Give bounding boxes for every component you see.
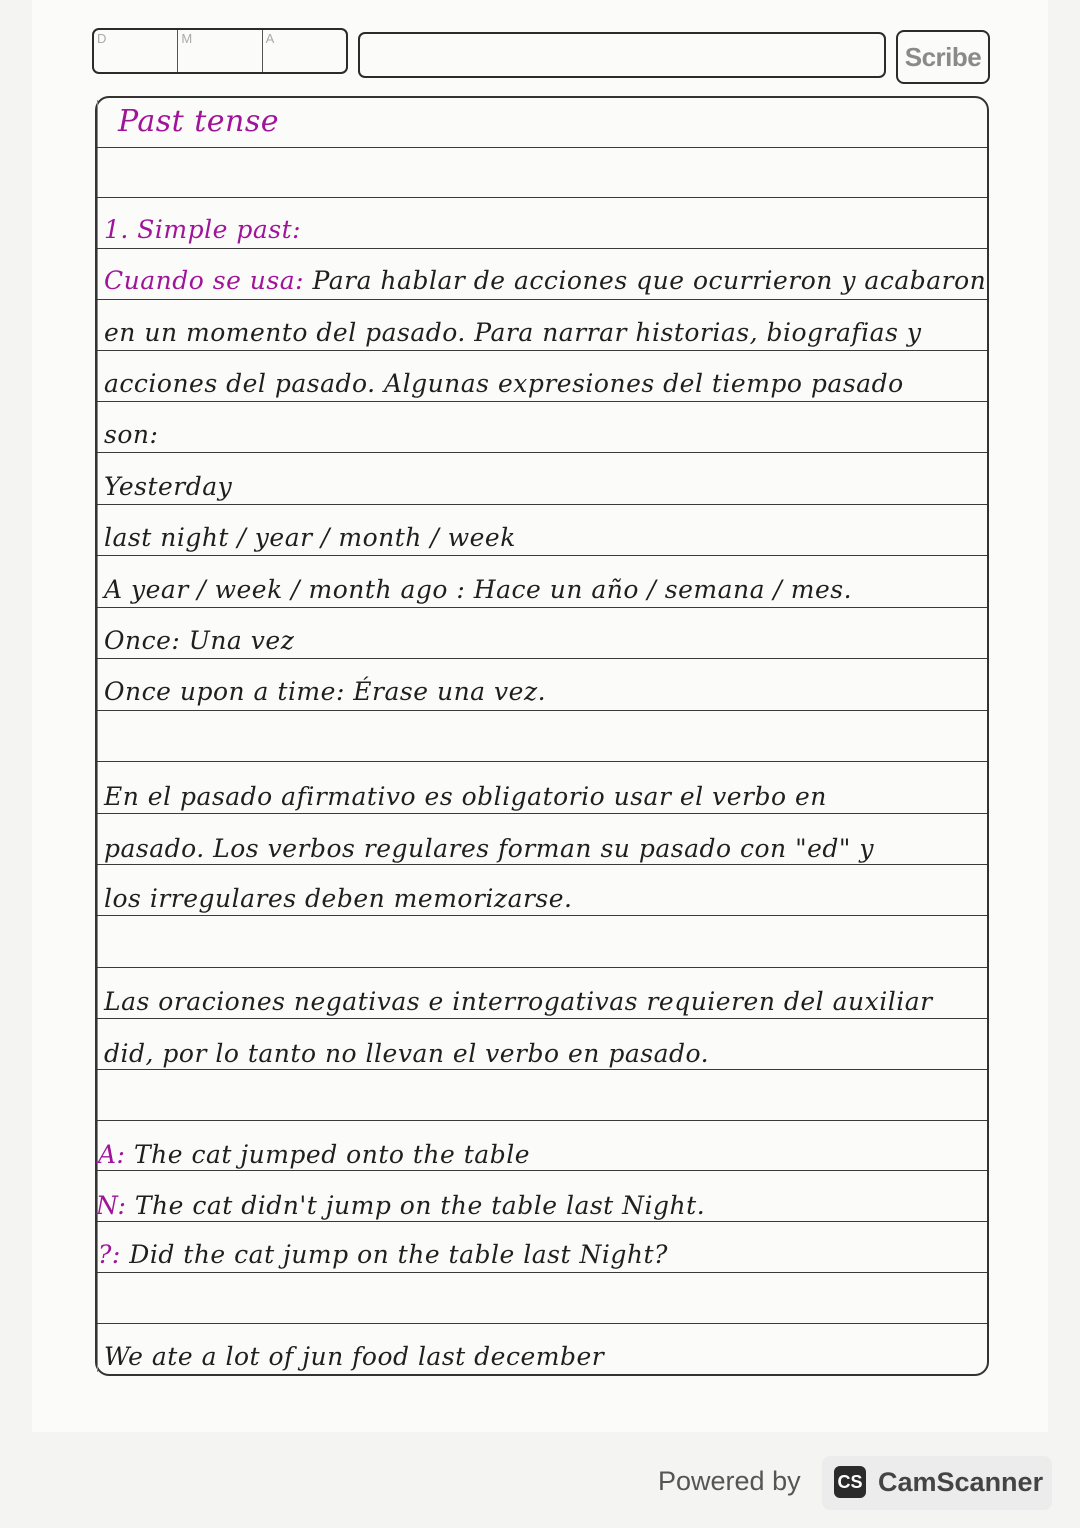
ruled-line [97,1018,987,1019]
ruled-line [97,915,987,916]
ruled-line [97,299,987,300]
powered-by-text: Powered by [658,1466,801,1496]
ruled-line [97,350,987,351]
ruled-line [97,607,987,608]
ruled-line [97,813,987,814]
note-line: A year / week / month ago : Hace un año / semana / mes. [104,575,853,604]
note-line [104,266,986,295]
margin-line [97,100,98,1372]
camscanner-icon: CS [834,1466,866,1498]
ruled-line [97,761,987,762]
date-year-cell [263,30,346,72]
ruled-line [97,248,987,249]
ruled-line [97,1272,987,1273]
example-text: Did the cat jump on the table last Night? [129,1240,668,1269]
note-line: los irregulares deben memorizarse. [104,884,573,913]
example-label: ?: [98,1240,121,1269]
ruled-line [97,864,987,865]
page-title: Past tense [118,104,279,139]
ruled-line [97,967,987,968]
ruled-line [97,1323,987,1324]
page-title-box [358,32,886,78]
example-affirmative [98,1140,530,1169]
brand-logo: Scribe [896,30,990,84]
label-when: Cuando se usa: [104,266,305,295]
example-label: A: [98,1140,126,1169]
ruled-line [97,710,987,711]
example-negative [96,1191,705,1220]
example-text: The cat didn't jump on the table last Night. [134,1191,706,1220]
section-heading: 1. Simple past: [104,215,302,244]
ruled-line [97,658,987,659]
ruled-line [97,452,987,453]
example-question [98,1240,668,1269]
ruled-line [97,1170,987,1171]
ruled-line [97,504,987,505]
ruled-line [97,197,987,198]
note-line: did, por lo tanto no llevan el verbo en pasado. [104,1039,710,1068]
ruled-line [97,1069,987,1070]
ruled-line [97,1221,987,1222]
date-year-label: A [265,31,275,46]
note-line: pasado. Los verbos regulares forman su pasado con "ed" y [104,834,874,863]
example-text: The cat jumped onto the table [133,1140,530,1169]
ruled-line [97,1120,987,1121]
note-line: Once upon a time: Érase una vez. [104,677,547,706]
date-month-label: M [181,31,193,46]
date-month-cell [178,30,262,72]
ruled-line [97,555,987,556]
ruled-line [97,401,987,402]
note-line: en un momento del pasado. Para narrar historias, biografias y [104,318,922,347]
date-day-cell [94,30,178,72]
scanner-footer [0,1456,1080,1516]
note-line: En el pasado afirmativo es obligatorio usar el verbo en [104,782,827,811]
note-line: last night / year / month / week [104,523,516,552]
camscanner-name: CamScanner [878,1467,1044,1497]
example-label: N: [96,1191,127,1220]
note-line: Las oraciones negativas e interrogativas requieren del auxiliar [104,987,933,1016]
date-box [92,28,348,74]
note-line: acciones del pasado. Algunas expresiones del tiempo pasado [104,369,904,398]
note-line: Once: Una vez [104,626,295,655]
date-day-label: D [97,31,107,46]
ruled-line [97,147,987,148]
note-text: Para hablar de acciones que ocurrieron y acabaron [312,266,987,295]
note-line: We ate a lot of jun food last december [104,1342,605,1371]
camscanner-logo [822,1456,1052,1510]
note-line: son: [104,420,159,449]
note-line: Yesterday [104,472,233,501]
